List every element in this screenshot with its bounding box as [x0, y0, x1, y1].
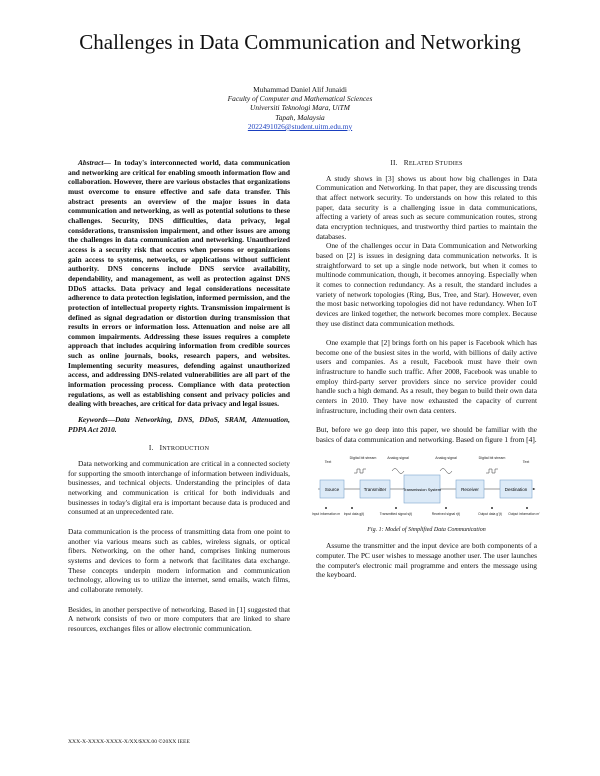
transmission-system-box: [403, 475, 442, 503]
bottom-label-4: Received signal r(t): [431, 511, 461, 516]
svg-text:Receiver: Receiver: [461, 486, 479, 492]
top-label-text-2: Text: [522, 459, 530, 464]
intro-paragraph-2: Data communication is the process of transmitting data from one point to another via various means such as cables, wireless signals, or optical fibers. Networking, on the other hand, comprises linking numerous systems and devices to form a network that facilitates data exchange. These concepts underpin modern information and communication technology, allowing us to utilize the internet, send emails, watch films, and collaborate remotely.: [68, 526, 290, 594]
related-paragraph-4: But, before we go deep into this paper, we should be familiar with the basics of data communication and networking. Based on figure 1 from [4].: [316, 425, 537, 445]
intro-paragraph-1: Data networking and communication are critical in a connected society for supporting the smooth interchange of information between individuals, businesses, and technical objects. Understanding the principles of data networking and communication is critical for both individuals and businesses in today's digital era is important because data is produced and consumed at an unprecedented rate.: [68, 459, 290, 517]
keywords: Keywords—Data Networking, DNS, DDoS, SRAM, Attenuation, PDPA Act 2010.: [68, 415, 290, 434]
abstract-label: Abstract—: [78, 158, 111, 167]
source-box: [320, 480, 344, 498]
svg-text:Destination: Destination: [504, 486, 528, 492]
svg-text:Transmission System: Transmission System: [402, 486, 442, 492]
bottom-label-5: Output data g'(t): [478, 511, 502, 516]
author-block: [150, 85, 450, 131]
destination-box: [500, 480, 532, 498]
top-label-analog-2: Analog signal: [435, 455, 457, 460]
author-name: Muhammad Daniel Alif Junaidi: [253, 85, 347, 94]
section-heading-introduction: I. INTRODUCTION: [148, 443, 210, 453]
data-communication-model: [311, 453, 540, 523]
top-label-text-1: Text: [324, 459, 332, 464]
paper-title: Challenges in Data Communication and Networking: [79, 30, 521, 54]
related-paragraph-3: One example that [2] brings forth on his paper is Facebook which has become one of the busiest sites in the world, with billions of daily active users and companies. As a result, Facebook must have their own infrastructure to handle such traffic. After 2008, Facebook was unable to employ third-party server providers since no service provider could handle such a high demand. As a result, they began to build their own data centers in 2010. They have now exhausted the capacity of current infrastructure, including their own data centers.: [316, 338, 537, 415]
left-column: [68, 158, 290, 634]
transmitter-box: [360, 480, 390, 498]
related-paragraph-5: Assume the transmitter and the input device are both components of a computer. The PC user wishes to message another user. The user launches the computer's electronic mail programme and enters the message using the keyboard.: [316, 541, 537, 580]
related-paragraph-1: A study shows in [3] shows us about how big challenges in Data Communication and Networking. In that paper, they are discussing trends that affect network security. To understands on how this related to this paper, data security is a challenging issue in data communications, affecting a variety of areas such as secure communication routes, strong data encryption techniques, and trustworthy third parties to maintain the databases.: [316, 173, 537, 241]
right-column: [311, 158, 540, 580]
author-location: Tapah, Malaysia: [275, 112, 325, 122]
bottom-label-6: Output information m': [508, 511, 540, 516]
abstract-text: In today's interconnected world, data communication and networking are critical for enabling smooth information flow and collaboration. However, there are various obstacles that organizations must overcome to ensure effective and safe data transfer. This abstract presents an overview of the major issues in data communication and networking, as well as potential solutions to these challenges. Security, DNS difficulties, data privacy, legal considerations, transmission impairment, and other issues are among the challenges in data communication and networking. Unauthorized access is a security risk that occurs when persons or organizations gain access to systems, networks, or applications without sufficient authority. DNS concerns include DNS service availability, dependability, and management, as well as protection against DNS DDoS attacks. Data privacy and legal considerations necessitate adherence to data protection legislation, informed permission, and the protection of intellectual property rights. Transmission impairment is defined as signal degradation or distortion during transmission that results in errors or information loss. Attenuation and noise are all common impairments. Addressing these issues requires a complete approach that includes acquiring information from credible sources such as online journals, books, research papers, and websites. Implementing security measures, defending against unauthorized access, and addressing DNS-related vulnerabilities are all part of the information processing process. Compliance with data protection regulations, as well as establishing consent and privacy policies and dealing with breaches, are critical for data privacy and legal issues.: [68, 158, 290, 409]
analog-wave-icon: [392, 468, 404, 473]
footer-copyright: XXX-X-XXXX-XXXX-X/XX/$XX.00 ©20XX IEEE: [68, 739, 190, 745]
top-label-digital-2: Digital bit stream: [478, 455, 506, 460]
figure-1-caption: Fig. 1: Model of Simplified Data Communication: [367, 526, 486, 533]
receiver-box: [456, 480, 484, 498]
intro-paragraph-3: Besides, in another perspective of networking. Based in [1] suggested that A network consists of two or more computers that are linked to share resources, exchanges files or allow electronic communication.: [68, 604, 290, 633]
top-label-analog-1: Analog signal: [387, 455, 409, 460]
bottom-label-1: Input information m: [311, 511, 341, 516]
figure-1-diagram: [311, 453, 540, 523]
section-heading-related-studies: II. RELATED STUDIES: [390, 158, 463, 167]
svg-text:Transmitter: Transmitter: [363, 486, 387, 492]
top-label-digital-1: Digital bit stream: [349, 455, 377, 460]
author-university: Universiti Teknologi Mara, UiTM: [250, 103, 350, 113]
analog-wave-icon-2: [440, 468, 452, 473]
digital-wave-icon-2: [486, 469, 498, 473]
bottom-label-2: Input data g(t): [343, 511, 365, 516]
abstract: [68, 158, 290, 409]
related-paragraph-2: One of the challenges occur in Data Communication and Networking based on [2] is issues in designing data communication networks. It is straightforward to set up a single node network, but when it comes to multinode communication, though, it becomes annoying. Especially when it comes to connection redundancy. As a result, the standard includes a variety of network topologies (Ring, Bus, Tree, and Star). However, even the most basic networking topologies did not have redundancy. When IoT devices are linked together, the network becomes more complex. Because they use distinct data communication methods.: [316, 241, 537, 328]
author-email-link[interactable]: 2022491026@student.uitm.edu.my: [247, 121, 353, 131]
bottom-label-3: Transmitted signal s(t): [379, 511, 413, 516]
author-faculty: Faculty of Computer and Mathematical Sciences: [227, 94, 373, 104]
svg-text:Source: Source: [324, 486, 340, 492]
digital-wave-icon: [354, 469, 366, 473]
